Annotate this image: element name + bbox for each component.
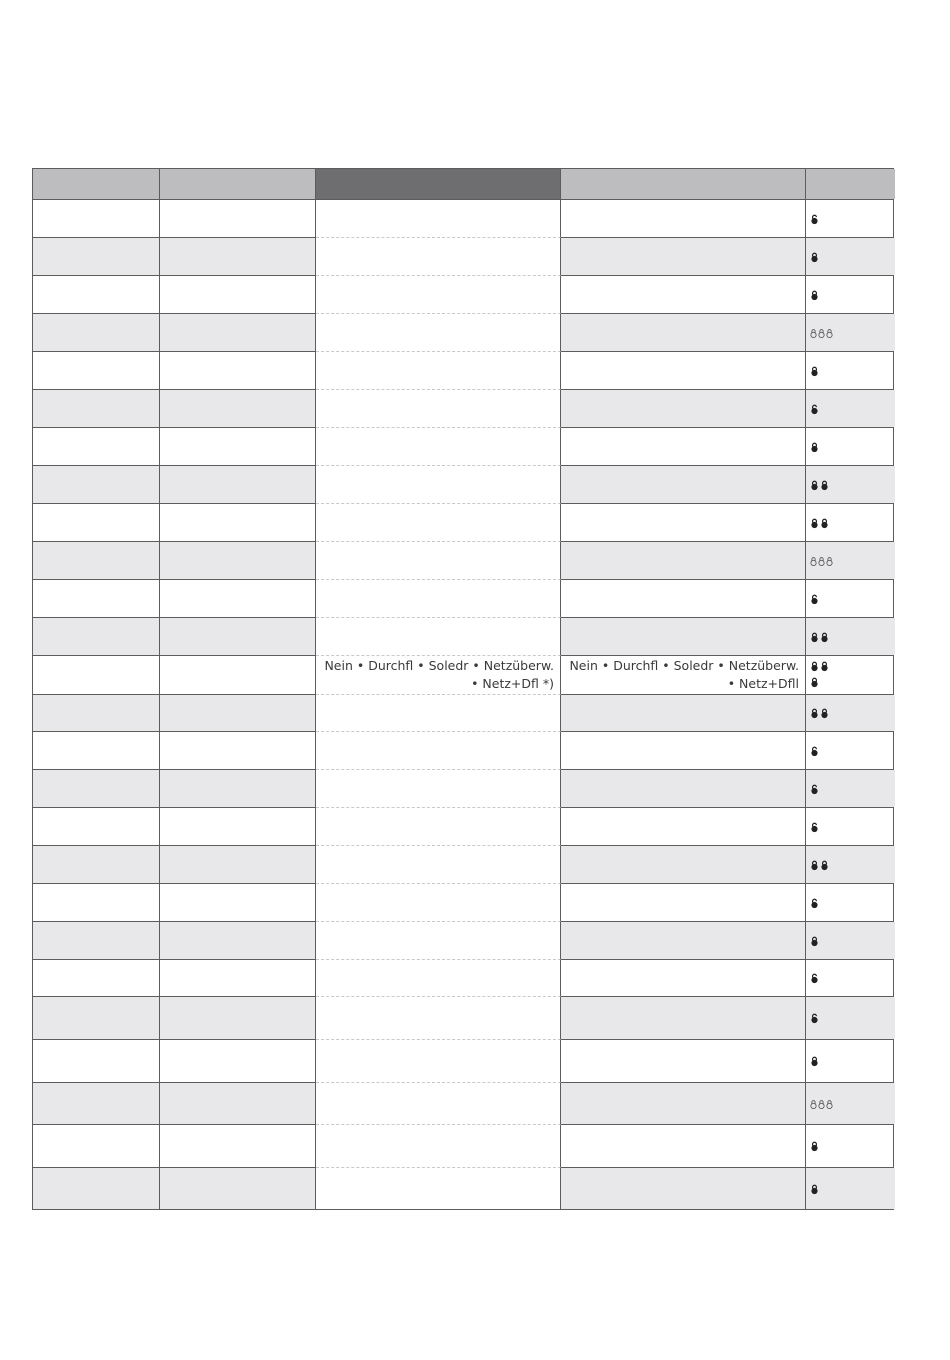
lock-icon bbox=[810, 935, 819, 947]
cell-col-4 bbox=[561, 695, 806, 731]
cell-access-level bbox=[806, 238, 895, 275]
table-row bbox=[32, 276, 894, 314]
cell-access-level bbox=[806, 960, 895, 996]
cell-col-4 bbox=[561, 922, 806, 959]
cell-col-3 bbox=[316, 618, 561, 656]
table-row bbox=[32, 1125, 894, 1168]
cell-col-3 bbox=[316, 352, 561, 390]
header-col-2 bbox=[160, 169, 316, 199]
table-row bbox=[32, 1040, 894, 1083]
cell-col-4 bbox=[561, 997, 806, 1039]
cell-col-1 bbox=[33, 352, 160, 389]
lock-double-and-single-icon bbox=[810, 660, 829, 688]
lock-icon bbox=[810, 441, 819, 453]
cell-col-1 bbox=[33, 276, 160, 313]
lock-icon bbox=[810, 1140, 819, 1152]
cell-access-level bbox=[806, 656, 895, 694]
cell-col-1 bbox=[33, 314, 160, 351]
table-row bbox=[32, 846, 894, 884]
cell-col-2 bbox=[160, 580, 316, 617]
header-col-1 bbox=[33, 169, 160, 199]
cell-col-1 bbox=[33, 466, 160, 503]
cell-col-2 bbox=[160, 504, 316, 541]
cell-col-2 bbox=[160, 732, 316, 769]
cell-col-4 bbox=[561, 352, 806, 389]
lock-open-icon bbox=[810, 1012, 819, 1024]
cell-col-4 bbox=[561, 428, 806, 465]
cell-col-1 bbox=[33, 846, 160, 883]
cell-col-4 bbox=[561, 1125, 806, 1167]
cell-col-3 bbox=[316, 770, 561, 808]
cell-col-1 bbox=[33, 1168, 160, 1209]
cell-col-2 bbox=[160, 808, 316, 845]
cell-col-4: Nein • Durchfl • Soledr • Netzüberw. • Netz+Dfll bbox=[561, 656, 806, 694]
cell-col-4 bbox=[561, 200, 806, 237]
cell-access-level bbox=[806, 314, 895, 351]
cell-col-2 bbox=[160, 695, 316, 731]
cell-col-2 bbox=[160, 1168, 316, 1209]
cell-col-1 bbox=[33, 580, 160, 617]
cell-col-3 bbox=[316, 504, 561, 542]
cell-access-level bbox=[806, 352, 895, 389]
lock-icon bbox=[810, 1183, 819, 1195]
cell-col-2 bbox=[160, 846, 316, 883]
cell-col-2 bbox=[160, 884, 316, 921]
lock-double-icon bbox=[810, 859, 829, 871]
header-col-4 bbox=[561, 169, 806, 199]
cell-col-1 bbox=[33, 200, 160, 237]
lock-icon bbox=[810, 1055, 819, 1067]
table-row bbox=[32, 352, 894, 390]
lock-double-icon bbox=[810, 517, 829, 529]
lock-double-icon bbox=[810, 631, 829, 643]
cell-access-level bbox=[806, 922, 895, 959]
cell-col-1 bbox=[33, 238, 160, 275]
lock-triple-icon bbox=[810, 1098, 833, 1109]
lock-open-icon bbox=[810, 783, 819, 795]
cell-access-level bbox=[806, 808, 895, 845]
cell-col-4 bbox=[561, 1168, 806, 1209]
table-row bbox=[32, 200, 894, 238]
table-row bbox=[32, 1083, 894, 1125]
lock-open-icon bbox=[810, 593, 819, 605]
cell-col-1 bbox=[33, 504, 160, 541]
cell-col-1 bbox=[33, 770, 160, 807]
cell-col-1 bbox=[33, 542, 160, 579]
cell-col-2 bbox=[160, 314, 316, 351]
cell-col-3 bbox=[316, 238, 561, 276]
cell-col-2 bbox=[160, 428, 316, 465]
cell-access-level bbox=[806, 1083, 895, 1124]
cell-col-2 bbox=[160, 276, 316, 313]
cell-col-4 bbox=[561, 542, 806, 579]
cell-col-1 bbox=[33, 997, 160, 1039]
cell-col-4 bbox=[561, 960, 806, 996]
cell-col-4 bbox=[561, 1083, 806, 1124]
cell-access-level bbox=[806, 732, 895, 769]
lock-icon bbox=[810, 365, 819, 377]
table-row bbox=[32, 770, 894, 808]
cell-col-2 bbox=[160, 618, 316, 655]
cell-access-level bbox=[806, 200, 895, 237]
cell-col-4 bbox=[561, 466, 806, 503]
table-row bbox=[32, 808, 894, 846]
cell-access-level bbox=[806, 542, 895, 579]
cell-col-4 bbox=[561, 732, 806, 769]
cell-access-level bbox=[806, 276, 895, 313]
cell-col-1 bbox=[33, 732, 160, 769]
table-header bbox=[32, 168, 894, 200]
table-row bbox=[32, 542, 894, 580]
cell-col-1 bbox=[33, 1040, 160, 1082]
lock-icon bbox=[810, 289, 819, 301]
cell-col-3 bbox=[316, 1168, 561, 1209]
cell-col-4 bbox=[561, 314, 806, 351]
table-row bbox=[32, 960, 894, 997]
cell-col-4 bbox=[561, 808, 806, 845]
cell-access-level bbox=[806, 770, 895, 807]
table-body bbox=[32, 200, 894, 1210]
cell-col-3 bbox=[316, 200, 561, 238]
cell-col-4 bbox=[561, 238, 806, 275]
cell-col-2 bbox=[160, 770, 316, 807]
cell-access-level bbox=[806, 390, 895, 427]
table-row bbox=[32, 428, 894, 466]
table-row bbox=[32, 922, 894, 960]
cell-col-3 bbox=[316, 922, 561, 960]
lock-triple-icon bbox=[810, 555, 833, 566]
cell-col-1 bbox=[33, 428, 160, 465]
cell-col-2 bbox=[160, 352, 316, 389]
cell-col-2 bbox=[160, 960, 316, 996]
cell-col-3 bbox=[316, 960, 561, 997]
header-col-5 bbox=[806, 169, 895, 199]
cell-access-level bbox=[806, 695, 895, 731]
cell-col-3 bbox=[316, 580, 561, 618]
cell-col-4 bbox=[561, 580, 806, 617]
cell-col-2 bbox=[160, 997, 316, 1039]
cell-access-level bbox=[806, 466, 895, 503]
cell-col-1 bbox=[33, 960, 160, 996]
cell-col-4 bbox=[561, 504, 806, 541]
cell-col-3 bbox=[316, 1125, 561, 1168]
cell-col-3 bbox=[316, 1040, 561, 1083]
cell-col-2 bbox=[160, 238, 316, 275]
cell-access-level bbox=[806, 1040, 895, 1082]
lock-open-icon bbox=[810, 213, 819, 225]
cell-col-1 bbox=[33, 390, 160, 427]
cell-col-3 bbox=[316, 884, 561, 922]
lock-double-icon bbox=[810, 707, 829, 719]
cell-access-level bbox=[806, 1125, 895, 1167]
cell-col-4 bbox=[561, 618, 806, 655]
lock-icon bbox=[810, 251, 819, 263]
table-row bbox=[32, 504, 894, 542]
cell-col-3 bbox=[316, 428, 561, 466]
cell-access-level bbox=[806, 428, 895, 465]
cell-col-2 bbox=[160, 1125, 316, 1167]
table-row bbox=[32, 695, 894, 732]
cell-access-level bbox=[806, 580, 895, 617]
lock-triple-icon bbox=[810, 327, 833, 338]
cell-col-3 bbox=[316, 314, 561, 352]
cell-col-3 bbox=[316, 695, 561, 732]
cell-col-4 bbox=[561, 390, 806, 427]
cell-col-2 bbox=[160, 656, 316, 694]
cell-col-3 bbox=[316, 997, 561, 1040]
parameter-table bbox=[32, 168, 894, 1210]
cell-col-2 bbox=[160, 922, 316, 959]
lock-open-icon bbox=[810, 745, 819, 757]
table-row bbox=[32, 618, 894, 656]
cell-col-3 bbox=[316, 846, 561, 884]
lock-open-icon bbox=[810, 821, 819, 833]
cell-access-level bbox=[806, 504, 895, 541]
cell-access-level bbox=[806, 846, 895, 883]
table-row bbox=[32, 238, 894, 276]
cell-col-3 bbox=[316, 808, 561, 846]
cell-col-3 bbox=[316, 466, 561, 504]
lock-double-icon bbox=[810, 479, 829, 491]
table-row bbox=[32, 656, 894, 695]
cell-col-1 bbox=[33, 922, 160, 959]
cell-col-3 bbox=[316, 732, 561, 770]
cell-col-1 bbox=[33, 1083, 160, 1124]
cell-col-2 bbox=[160, 542, 316, 579]
cell-col-1 bbox=[33, 618, 160, 655]
cell-access-level bbox=[806, 618, 895, 655]
table-row bbox=[32, 390, 894, 428]
cell-col-1 bbox=[33, 1125, 160, 1167]
cell-col-2 bbox=[160, 1083, 316, 1124]
cell-access-level bbox=[806, 884, 895, 921]
cell-col-3 bbox=[316, 1083, 561, 1125]
cell-access-level bbox=[806, 997, 895, 1039]
cell-col-4 bbox=[561, 884, 806, 921]
cell-col-2 bbox=[160, 390, 316, 427]
header-col-3 bbox=[316, 169, 561, 199]
lock-open-icon bbox=[810, 403, 819, 415]
cell-col-4 bbox=[561, 846, 806, 883]
cell-col-3 bbox=[316, 390, 561, 428]
cell-col-3 bbox=[316, 276, 561, 314]
cell-col-1 bbox=[33, 808, 160, 845]
cell-col-4 bbox=[561, 770, 806, 807]
cell-access-level bbox=[806, 1168, 895, 1209]
cell-col-4 bbox=[561, 1040, 806, 1082]
cell-col-1 bbox=[33, 884, 160, 921]
table-row bbox=[32, 314, 894, 352]
table-row bbox=[32, 732, 894, 770]
cell-col-3: Nein • Durchfl • Soledr • Netzüberw. • Netz+Dfl *) bbox=[316, 656, 561, 695]
cell-col-2 bbox=[160, 466, 316, 503]
cell-col-1 bbox=[33, 656, 160, 694]
lock-open-icon bbox=[810, 972, 819, 984]
cell-col-2 bbox=[160, 200, 316, 237]
table-row bbox=[32, 580, 894, 618]
table-row bbox=[32, 466, 894, 504]
table-row bbox=[32, 1168, 894, 1210]
cell-col-1 bbox=[33, 695, 160, 731]
cell-col-3 bbox=[316, 542, 561, 580]
cell-col-2 bbox=[160, 1040, 316, 1082]
lock-open-icon bbox=[810, 897, 819, 909]
table-row bbox=[32, 997, 894, 1040]
table-row bbox=[32, 884, 894, 922]
cell-col-4 bbox=[561, 276, 806, 313]
